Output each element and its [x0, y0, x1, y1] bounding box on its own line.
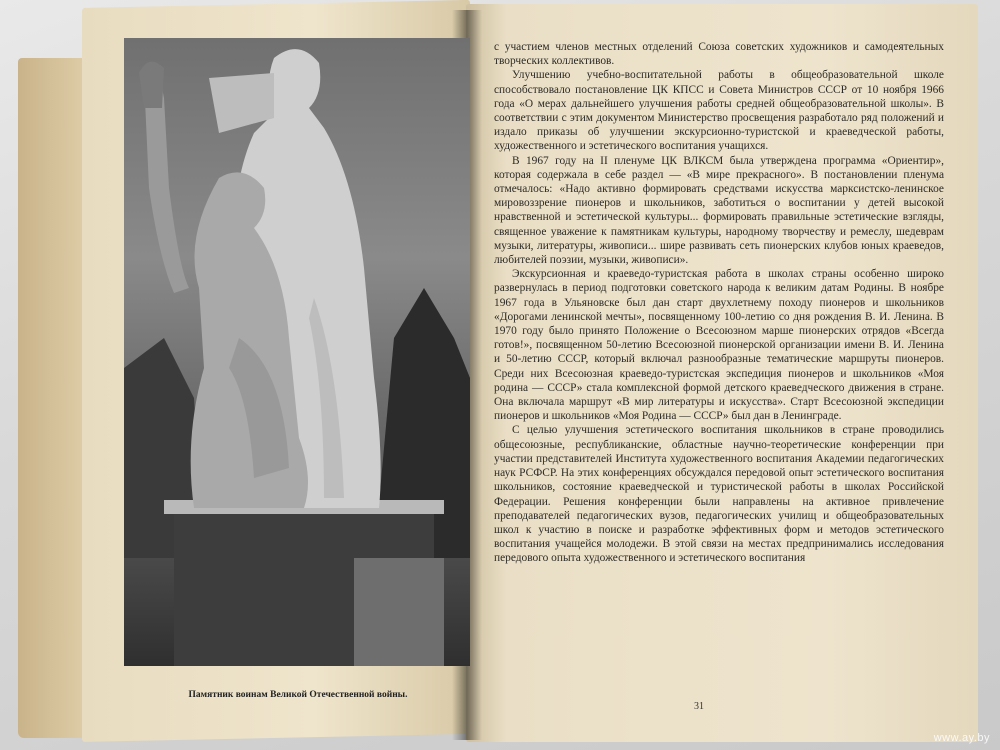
watermark: www.ay.by — [933, 732, 990, 744]
monument-photo — [124, 38, 470, 666]
page-number: 31 — [694, 701, 704, 712]
monument-illustration — [124, 38, 470, 666]
page-text — [494, 40, 944, 566]
photo-caption: Памятник воинам Великой Отечественной войны. — [188, 690, 408, 700]
paragraph: С целью улучшения эстетического воспитания школьников в стране проводились общесоюзные, республиканские, областные научно-теоретические конференции при участии представителей Института художественного воспитания Академии педагогических наук РСФСР. На этих конференциях обсуждался передовой опыт эстетического воспитания школьников, состояние краеведческой и туристической работы в школах Российской Федерации. Решения конференции были направлены на активное привлечение преподавателей педагогических вузов, педагогических училищ и общеобразовательных школ к участию в поиске и разработке эффективных форм и методов эстетического воспитания учащейся молодежи. В этой связи на местах предпринимались исследования передового опыта художественного и эстетического воспитания — [494, 424, 944, 565]
paragraph: Экскурсионная и краеведо-туристская работа в школах страны особенно широко развернулась в период подготовки советского народа к великим датам Родины. В ноябре 1967 года в Ульяновске был дан старт двухлетнему походу пионеров и школьников «Дорогами ленинской мечты», посвященному 100-летию со дня рождения В. И. Ленина. В 1970 году было принято Положение о Всесоюзном марше пионерских отрядов «Всегда готов!», посвященном 50-летию Всесоюзной пионерской организации имени В. И. Ленина и 50-летию СССР, который включал разнообразные тематические маршруты пионеров. Среди них Всесоюзная краеведо-туристская экспедиция пионеров и школьников «Моя родина — СССР» стала комплексной формой детского краеведческого движения в стране. Она включала маршрут «В мир литературы и искусства». Старт Всесоюзной экспедиции пионеров и школьников «Моя Родина — СССР» был дан в Ленинграде. — [494, 268, 944, 423]
paragraph: В 1967 году на II пленуме ЦК ВЛКСМ была утверждена программа «Ориентир», которая содержала в себе раздел — «В мире прекрасного». В постановлении пленума отмечалось: «Надо активно формировать средствами искусства марксистско-ленинское мировоззрение пионеров и школьников, заботиться о воспитании у детей высокой нравственной и эстетической культуры... формировать правильные эстетические взгляды, священное уважение к памятникам культуры, народному творчеству и ремеслу, шедеврам музыки, литературы, живописи... шире развивать сеть пионерских клубов юных краеведов, любителей поэзии, музыки, живописи». — [494, 154, 944, 267]
paragraph: с участием членов местных отделений Союза советских художников и самодеятельных творческих коллективов. — [494, 41, 944, 68]
paragraph: Улучшению учебно-воспитательной работы в общеобразовательной школе способствовало постановление ЦК КПСС и Совета Министров СССР от 10 ноября 1966 года «О мерах дальнейшего улучшения работы средней общеобразовательной школы». В соответствии с этим документом Министерство просвещения разработало ряд положений и издало приказы об улучшении экскурсионно-туристской и краеведческой работы, художественного и эстетического воспитания учащихся. — [494, 69, 944, 153]
